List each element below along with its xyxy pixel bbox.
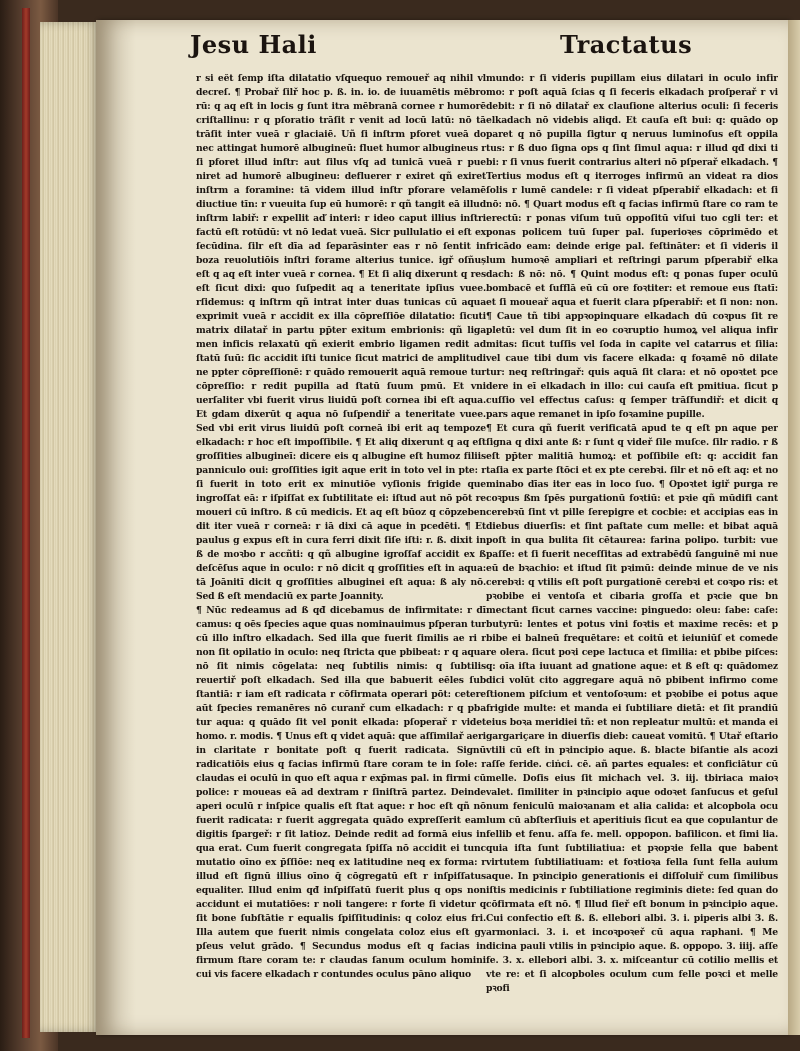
paragraph: ¶ Et cura qñ fuerit verificatā apud te q eſt pn aque per ſigna q dixi ante ß: r ſunt q videř ſile muſce. ſilr radio. r ß eſt pp̄ter malitiā humoꝝ: et poſſibile eſt: q: accidit fan taſia ex parte ſtōci et ex pte cerebꝛi. ſilr et nō eſt aq: et no minabo dīas iter eas in loco ſuo. ¶ Opoꝛtet igiř purga re coꝛpus ßm ſpēs purgationū foꝛtiū: et pꝛie qñ mūdifi cant cerebꝛū ſint vt pille ſerepigre et cocbie: et accipias eas in diebus diuerſis: et ſint paſtate cum melle: et bibat aquā poſt in qua bulita ſit cētaurea: farina polipo. turbit: vue paſſe: et ſi fuerit neceſſitas ad extrabēdū ſanguinē mi nue eū de bꝛachio: et iſtud ſit pꝛimū: deinde minue de ve nis cerebꝛi: q vtilis eſt poſt purgationē cerebꝛi et coꝛpo ris: et pꝛobibe ei ventoſa et cibaria groſſa et pꝛcie que bn mectant ſicut carnes vaccine: pinguedo: oleu: ſabe: caſe: butyrū: lentes et potus vini foꝛtis et maxime recēs: et p bibe ei balneū frequētare: et coitū et ieiuniūſ et comede re olera. ſicut poꝛi cepe lactuca et ſimilia: et pbibe piſces: q: oīa iſta iuuant ad gnatione aque: et ß eſt q: quādomez dici volūt cito aggregare aquā nō pbibent infirmo come ſtionem piſcium et ventoſoꝛum: et pꝛobibe ei potus aque frigide multe: et manda ei ſubtiliare dietā: et ſit prandiū eius boꝛa meridiei tñ: et non repleatur multū: et manda ei gargariçare in diuerſis dieb: caueat vomitū. ¶ Utař eſtario vtili cū eſt in pꝛincipio aque. ß. blacte biſantie als acozi aſſe feride. ciṅci. cē. añ partes equales: et conficiātur cū melle. Doſis eius ſit michach vel. 3. iij. tbiriaca maioꝛ valet. ſimiliter in pꝛincipio aque odoꝛet ſanſucus et geſul num feniculū maioꝛanam et alia calida: et alcopbola ocu lum cū abſterſiuis et aperitiuis ſicut ea que copulantur de fellib et fenu. aſſa fe. mell. oppopon. baſilicon. et ſimi lia. quia iſta ſunt ſubtiliatiua: et pꝛopꝛie fella que babent virtutem ſubtiliatiuam: et foꝛtioꝛa fella ſunt fella auium aque. In pꝛincipio generationis ei diſſoluiř cum ſimilibus iſtis medicinis r ſubtiliatione regiminis diete: ſed quan do cōfirmata eſt nō. ¶ Illud ſieř eſt bonum in pꝛincipio aque. Cui confectio eſt ß. ß. ellebori albi. 3. i. piperis albi 3. ß. armoniaci. 3. i. et incoꝛpoꝛeř cū aqua raphani. ¶ Me dicina pauli vtilis in pꝛincipio aque. ß. oppopo. 3. iiij. aſſe fe. 3. x. ellebori albi. 3. x. miſceantur cū cotilio mellis et vte re: et ſi alcopboles oculum cum felle poꝛci et melle pꝛofi bbox=[486, 423, 778, 994]
text-column-left bbox=[196, 72, 486, 1017]
running-head-right: Tractatus bbox=[560, 30, 693, 59]
text-column-right bbox=[486, 72, 778, 1017]
paragraph: mundo: r ſi videris pupillam eius dilatari in oculo infir mo: r poſt aquā ſcias q ſi feceris elkadach proſperař r vi debit: r ſi nō dilatař ex clauſione alterius oculi: ſi feceris elkadach nō videbis aliqd. Et cauſa eſt bui: q: quādo op paret q nō pupilla ſigtur q neruus luminoſus eſt oppila tus: r ß duo ſigna ops q ſint ſimul aqua: r illud qđ dixi ti bi: r ſi vnus fuerit contrarius alteri nō pſperař elkadach. ¶ Tertius modus eſt q iterroges infirmū an videat ra dios ſolis r lumē candele: r ſi videat pſperabiř elkadach: et ſi nō: nō. ¶ Quart modus eſt q facias infirmū ſtare co ram te erectū: r ponas viſum tuū oppoſitū viſui tuo cgli ter: et ponas policem tuū ſuper pal. ſuperioꝛes cōprimēdo et fricādo eam: deinde erige pal. feſtināter: et ſi videris il lum humoꝛē ampliari et reſtringi parum pſperabiř elka dach: ß nō: nō. ¶ Quint modus eſt: q ponas ſuper oculū bombacē et ſufflā eū cū ore foꝛtiter: et remoue eus ſtatī: et ſi moueař aqua et fuerit clara pſperabiř: et ſi non: non. ¶ Caue tñ tibi appꝛopinquare elkadach dū coꝛpus ſit re pletū: vel dum ſit in eo coꝛruptio humoꝝ vel aliqua infir mitas: ſicut tuſſis vel ſoda in capite vel catarrus et ſilia: vel caue tibi dum vis facere elkada: q foꝛamē nō dilate tur: neq reſtringař: quis aquā ſit clara: et nō opoꝛtet pce dere in eī elkadach in illo: cui cauſa eſt pmitiua. ſicut p cuſſio vel effectus caſus: q ſemper trāſfundiř: et dicit q pars aque remanet in ipſo foꝛamine pupille. bbox=[486, 73, 778, 420]
running-head-left: Jesu Hali bbox=[190, 30, 317, 59]
paragraph: r si eĕt ſemp iſta dilatatio vſquequo remoueř aq nihil vl decreſ. ¶ Probař ſilř hoc p. ß. in. io. de iuuamētis mēbro rū: q aq eſt in locis g ſunt itra mēbranā cornee r humorē criſtallinu: r q pſoratio trāſit r venit ad locū latū: nō tā trāſit inter vueā r glaciaiē. Uñ ſi inſtrm pforet vueā do nec attingat humorē albugineū: fluet humor albugineus r ſi pforet illud inſtr: aut ſilus vſq ad tunicā vueā r pue niret ad humorē albugineu: defluerer r exiret qñ exiret inſtrm a foramine: tā videm illud inſtr pforare velamē diuctiue tīn: r vueuita ſup eū humorē: r qñ tangit eā illud inſtrm labiř: r expellit aď interi: r ideo caput illius inſtri factū eſt rotūdū: vt nō ledat vueā. Sicr pullulatio ei eſt ex ſecūdina. ſilr eſt dīa ad ſeparāsinter eas r nō ſentit in boza reuolutiōis inſtri forame alterius tunice. igř oſñuș eſt q aq eſt inter vueā r cornea. ¶ Et ſi aliq dixerunt q res eſt ſicut dixi: quo ſuſpedit aq a teneritate ipſius vuee. rſidemus: q inſtrm qñ intrat inter duas tunicas cū aqua exprimit vueā r accidit ex illa cōpreſſiōe dilatatio: ſicuti matrix dilatař in partu pp̄ter exitum embrionis: qñ liga men inficis relaxatū qñ exierit embrio ligamen redit ad ſtatū ſuū: ſic accidit iſti tunice ſicut matrici de amplitudi ne ppter cōpreſſionē: r quādo remouerit aquā remoue tur cōpreſſio: r redit pupilla ad ſtatū ſuum pmū. Et vni uerſaliter vbi fuerit virus liuidū poſt cornea ibi eſt aqua. Et gdam dixerūt q aqua nō ſuſpendiř a teneritate vuee. Sed vbi erit virus liuidū poſt corneā ibi erit aq tempoze elkadach: r hoc eſt impoſſibile. ¶ Et aliq dixerunt q aq eſt groſſities albugineī: dicere eis q albugine eſt humoz filiis panniculo oui: groſſities igit aque erit in toto vel in pte: r ſi fuerit in toto erit ex minutiōe vyſionis frigide que ingroſſat eā: r iſpiſſat ex ſubtilitate ei: iſtud aut nō pōt re moueri cū inſtro. ß cū medicis. Et aq eſt būoz q cōpzeben dit iter vueā r corneā: r iā dixi cā aque in pcedēti. ¶ Et paulus g expus eſt in cura ferri dixit ſiſe iſti: r. ß. dixit in ß de moꝛbo r accñti: q qñ albugine igroſſaf accidit ex ß deſcēſus aque in oculo: r nō dicit q groſſities eſt in aqua: tā Joānitī dicit q groſſities albuginei eſt aqua: ß aly nō. Sed ß eſt mendaciū ex parte Joannity. bbox=[196, 73, 486, 602]
page-block-edges bbox=[40, 22, 100, 1032]
book-cover-edge bbox=[22, 8, 30, 1038]
paragraph: ¶ Nūc redeamus ad ß qđ dicebamus de infirmitate: r dī camus: q oēs ſpecies aque quas nominauimus pſperan tur cū illo inſtro elkadach. Sed illa que fuerit ſimilis ae ri r non ſit opilatio in oculo: neq ſtricta que pbibeat: r q aqua nō ſit nimis cōgelata: neq ſubtilis nimis: q ſubtilis reuertiř poſt elkadach. Sed illa que babuerit eēles ſub ſtantiā: r iam eſt radicata r cōfirmata operari pōt: cetere aūt ſpecies remanēres nō curanř cum elkadach: r q pba tur aqua: q quādo ſit vel ponit elkada: pſoperař r videt homo. r. modis. ¶ Unus eſt q videt aquā: que aſſimilař aeri in claritate r bonitate poſt q fuerit radicata. Signū radicatiōis eius q facias infirmū ſtare coram te in ſole: r claudas ei oculū in quo eſt aqua r exp̄mas pal. in firmi cū police: r moueas eā ad dextram r ſiniſtrā partez. Deinde aperi oculū r inſpice qualis eſt ſtat aque: r hoc eſt qñ nō fuerit radicata: r fuerit aggregata quādo expreſſerit eam digitis ſpargeř: r ſit latioz. Deinde redit ad formā eius in qua erat. Cum fuerit congregata ſpiſſa nō accidit ei tunc mutatio oīno ex p̄ſſiōe: neq ex latitudine neq ex forma: r illud eſt ſignū illius oīno q̄ cōgregatū eſt r inſpiſſatus equaliter. Illud enim qđ inſpiſſatū fuerit plus q ops non accidunt ei mutatiōes: r noli tangere: r forte ſi videtur q ſit bone ſubſtātie r equalis ſpiſſitudinis: q coloz eius fri. Illa autem que fuerit nimis congelata coloz eius eſt gy pſeus velut grādo. ¶ Secundus modus eſt q facias in firmum ſtare coram te: r claudas ſanum oculum homini cui vis facere elkadach r contundes oculus pāno aliquo bbox=[196, 605, 486, 980]
page-right-edge bbox=[788, 20, 800, 1035]
